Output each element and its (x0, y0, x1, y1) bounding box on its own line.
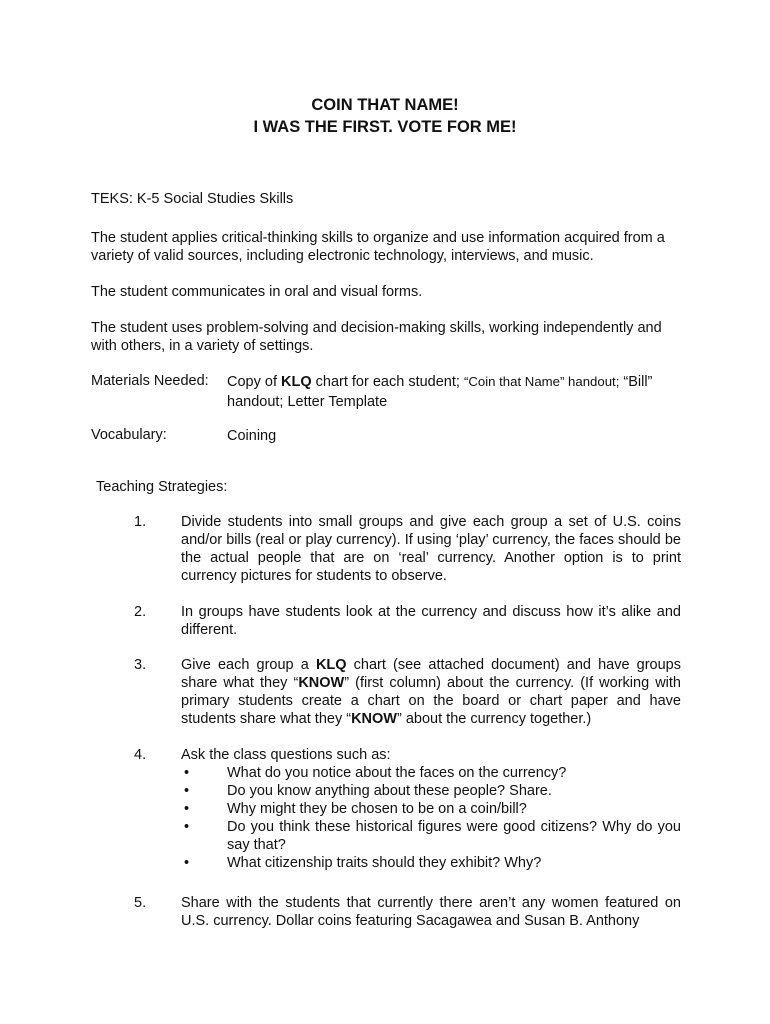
question-list (181, 764, 681, 872)
materials-value (227, 372, 697, 412)
vocabulary-value: Coining (227, 428, 277, 444)
teaching-strategies-heading: Teaching Strategies: (96, 479, 228, 495)
strategy-know-2: KNOW (351, 711, 397, 727)
question-item (181, 764, 681, 782)
strategy-text-a: Give each group a (181, 657, 316, 673)
strategy-number: 2. (134, 604, 147, 620)
vocabulary-label: Vocabulary: (91, 427, 167, 443)
strategy-text-g: ” about the currency together.) (397, 711, 592, 727)
strategy-number: 5. (134, 895, 147, 911)
materials-handout: “Coin that Name” handout; (463, 374, 620, 389)
strategy-know-1: KNOW (298, 675, 345, 691)
question-text: Do you think these historical figures were good citizens? Why do you say that? (227, 819, 681, 853)
strategy-text-c: chart (see attached document) and have groups share what they “ (181, 657, 682, 691)
bullet-icon: • (184, 855, 190, 871)
question-text: Why might they be chosen to be on a coin/bill? (227, 801, 527, 817)
bullet-icon: • (184, 783, 190, 799)
question-item (181, 818, 681, 854)
materials-text-c: chart for each student; (311, 374, 464, 390)
strategy-text (181, 746, 681, 872)
question-item (181, 800, 681, 818)
strategy-number: 4. (134, 747, 147, 763)
skill-paragraph-3: The student uses problem-solving and decision-making skills, working independently and with others, in a variety of settings. (91, 320, 662, 354)
title-line-1: COIN THAT NAME! (311, 96, 459, 114)
bullet-icon: • (184, 819, 190, 835)
skill-paragraph-2: The student communicates in oral and visual forms. (91, 284, 423, 300)
question-intro: Ask the class questions such as: (181, 747, 391, 763)
materials-klq: KLQ (281, 374, 312, 390)
strategy-text: In groups have students look at the currency and discuss how it’s alike and different. (181, 604, 681, 638)
materials-text-e: “Bill” handout; Letter Template (227, 374, 653, 410)
question-text: Do you know anything about these people? Share. (227, 783, 552, 799)
strategy-number: 3. (134, 657, 147, 673)
strategy-text-e: ” (first column) about the currency. (If working with primary students create a chart on the board or chart paper and have students share what they “ (181, 675, 681, 727)
strategy-text (181, 656, 681, 728)
question-text: What citizenship traits should they exhibit? Why? (227, 855, 542, 871)
skill-paragraph-1: The student applies critical-thinking skills to organize and use information acquired from a variety of valid sources, including electronic technology, interviews, and music. (91, 230, 665, 264)
bullet-icon: • (184, 765, 190, 781)
question-text: What do you notice about the faces on the currency? (227, 765, 567, 781)
question-item (181, 782, 681, 800)
strategy-text: Share with the students that currently there aren’t any women featured on U.S. currency. Dollar coins featuring Sacagawea and Susan B. Anthony (181, 895, 681, 929)
strategy-text: Divide students into small groups and give each group a set of U.S. coins and/or bills (real or play currency). If using ‘play’ currency, the faces should be the actual people that are on ‘real’ currency. Another option is to print currency pictures for students to observe. (181, 514, 681, 584)
materials-text-a: Copy of (227, 374, 281, 390)
document-title (0, 94, 770, 138)
strategy-number: 1. (134, 514, 147, 530)
strategy-klq: KLQ (315, 657, 347, 673)
title-line-2: I WAS THE FIRST. VOTE FOR ME! (253, 118, 517, 136)
teks-line: TEKS: K-5 Social Studies Skills (91, 191, 294, 207)
materials-label: Materials Needed: (91, 373, 209, 389)
question-item (181, 854, 681, 872)
bullet-icon: • (184, 801, 190, 817)
